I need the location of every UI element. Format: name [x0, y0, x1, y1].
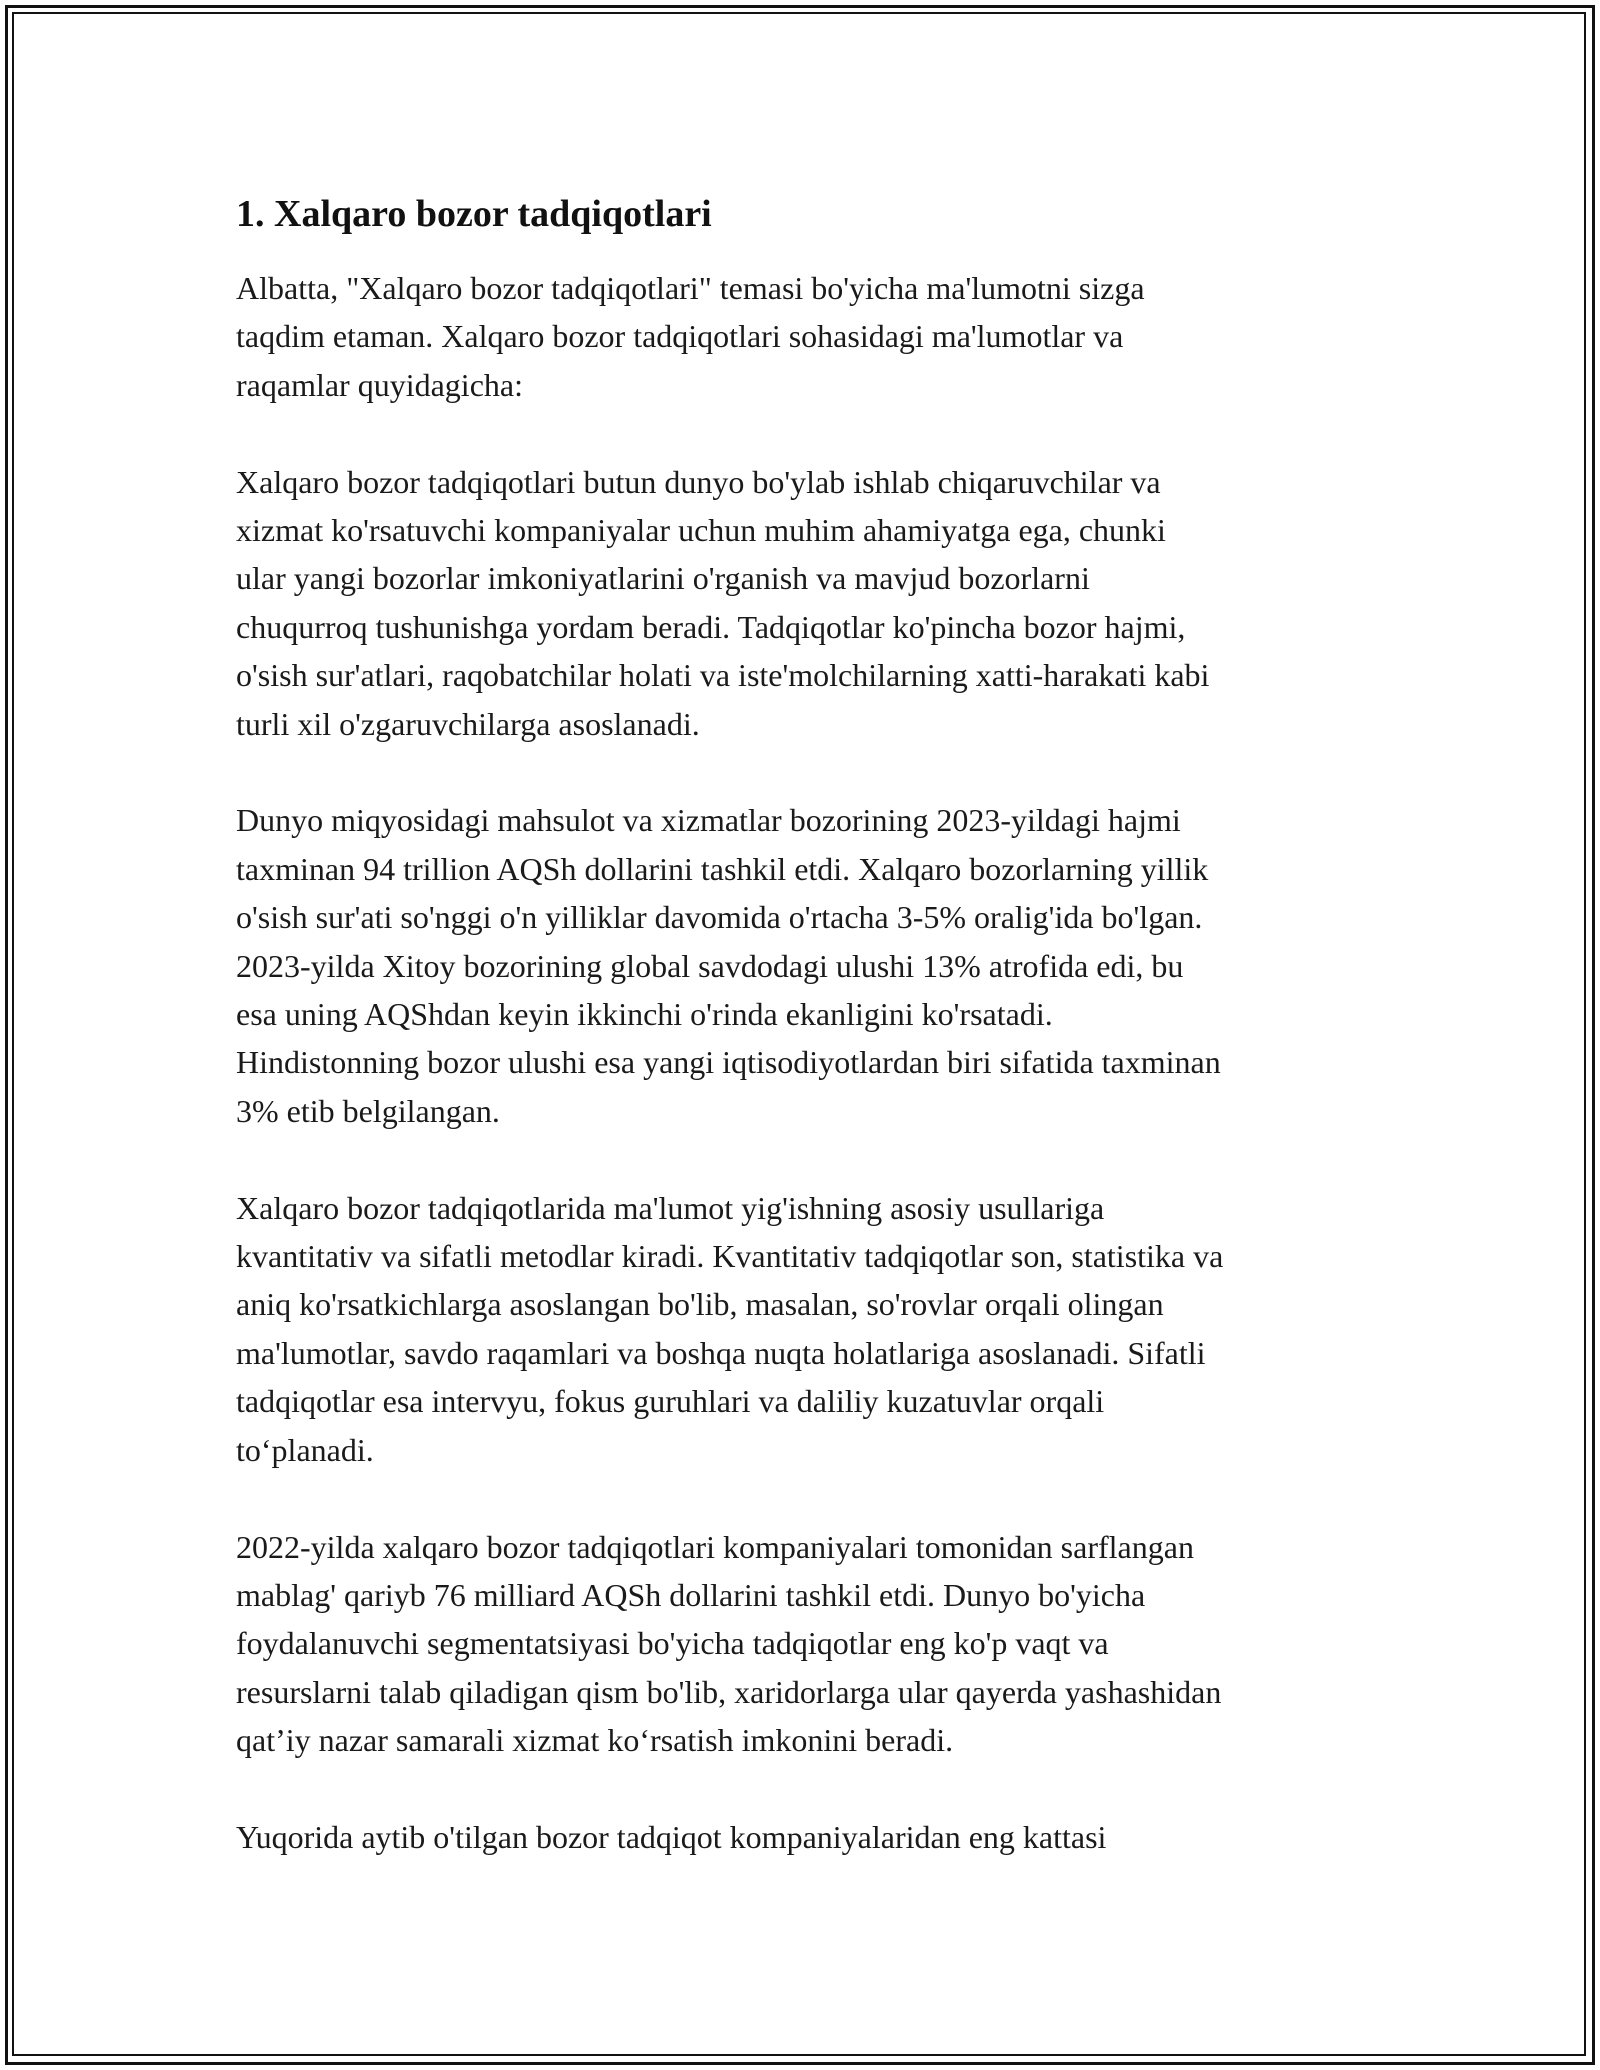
- section-heading: 1. Xalqaro bozor tadqiqotlari: [236, 193, 712, 235]
- document-body: [236, 186, 1396, 1910]
- paragraph-largest-companies: Yuqorida aytib o'tilgan bozor tadqiqot kompaniyalaridan eng kattasi: [236, 1818, 1107, 1855]
- paragraph-market-size: Dunyo miqyosidagi mahsulot va xizmatlar bozorining 2023-yildagi hajmi taxminan 94 trillion AQSh dollarini tashkil etdi. Xalqaro bozorlarning yillik o'sish sur'ati so'nggi o'n yilliklar davomida o'rtacha 3-5% oralig'ida bo'lgan. 2023-yilda Xitoy bozorining global savdodagi ulushi 13% atrofida edi, bu esa uning AQShdan keyin ikkinchi o'rinda ekanligini ko'rsatadi. Hindistonning bozor ulushi esa yangi iqtisodiyotlardan biri sifatida taxminan 3% etib belgilangan.: [236, 802, 1221, 1129]
- paragraph-spending: 2022-yilda xalqaro bozor tadqiqotlari kompaniyalari tomonidan sarflangan mablag' qariyb 76 milliard AQSh dollarini tashkil etdi. Dunyo bo'yicha foydalanuvchi segmentatsiyasi bo'yicha tadqiqotlar eng ko'p vaqt va resurslarni talab qiladigan qism bo'lib, xaridorlarga ular qayerda yashashidan qat’iy nazar samarali xizmat ko‘rsatish imkonini beradi.: [236, 1528, 1222, 1759]
- paragraph-importance: Xalqaro bozor tadqiqotlari butun dunyo bo'ylab ishlab chiqaruvchilar va xizmat ko'rsatuvchi kompaniyalar uchun muhim ahamiyatga ega, chunki ular yangi bozorlar imkoniyatlarini o'rganish va mavjud bozorlarni chuqurroq tushunishga yordam beradi. Tadqiqotlar ko'pincha bozor hajmi, o'sish sur'atlari, raqobatchilar holati va iste'molchilarning xatti-harakati kabi turli xil o'zgaruvchilarga asoslanadi.: [236, 463, 1210, 742]
- paragraph-methods: Xalqaro bozor tadqiqotlarida ma'lumot yig'ishning asosiy usullariga kvantitativ va sifatli metodlar kiradi. Kvantitativ tadqiqotlar son, statistika va aniq ko'rsatkichlarga asoslangan bo'lib, masalan, so'rovlar orqali olingan ma'lumotlar, savdo raqamlari va boshqa nuqta holatlariga asoslanadi. Sifatli tadqiqotlar esa intervyu, fokus guruhlari va daliliy kuzatuvlar orqali to‘planadi.: [236, 1189, 1224, 1468]
- paragraph-intro: Albatta, "Xalqaro bozor tadqiqotlari" temasi bo'yicha ma'lumotni sizga taqdim etaman. Xalqaro bozor tadqiqotlari sohasidagi ma'lumotlar va raqamlar quyidagicha:: [236, 270, 1145, 403]
